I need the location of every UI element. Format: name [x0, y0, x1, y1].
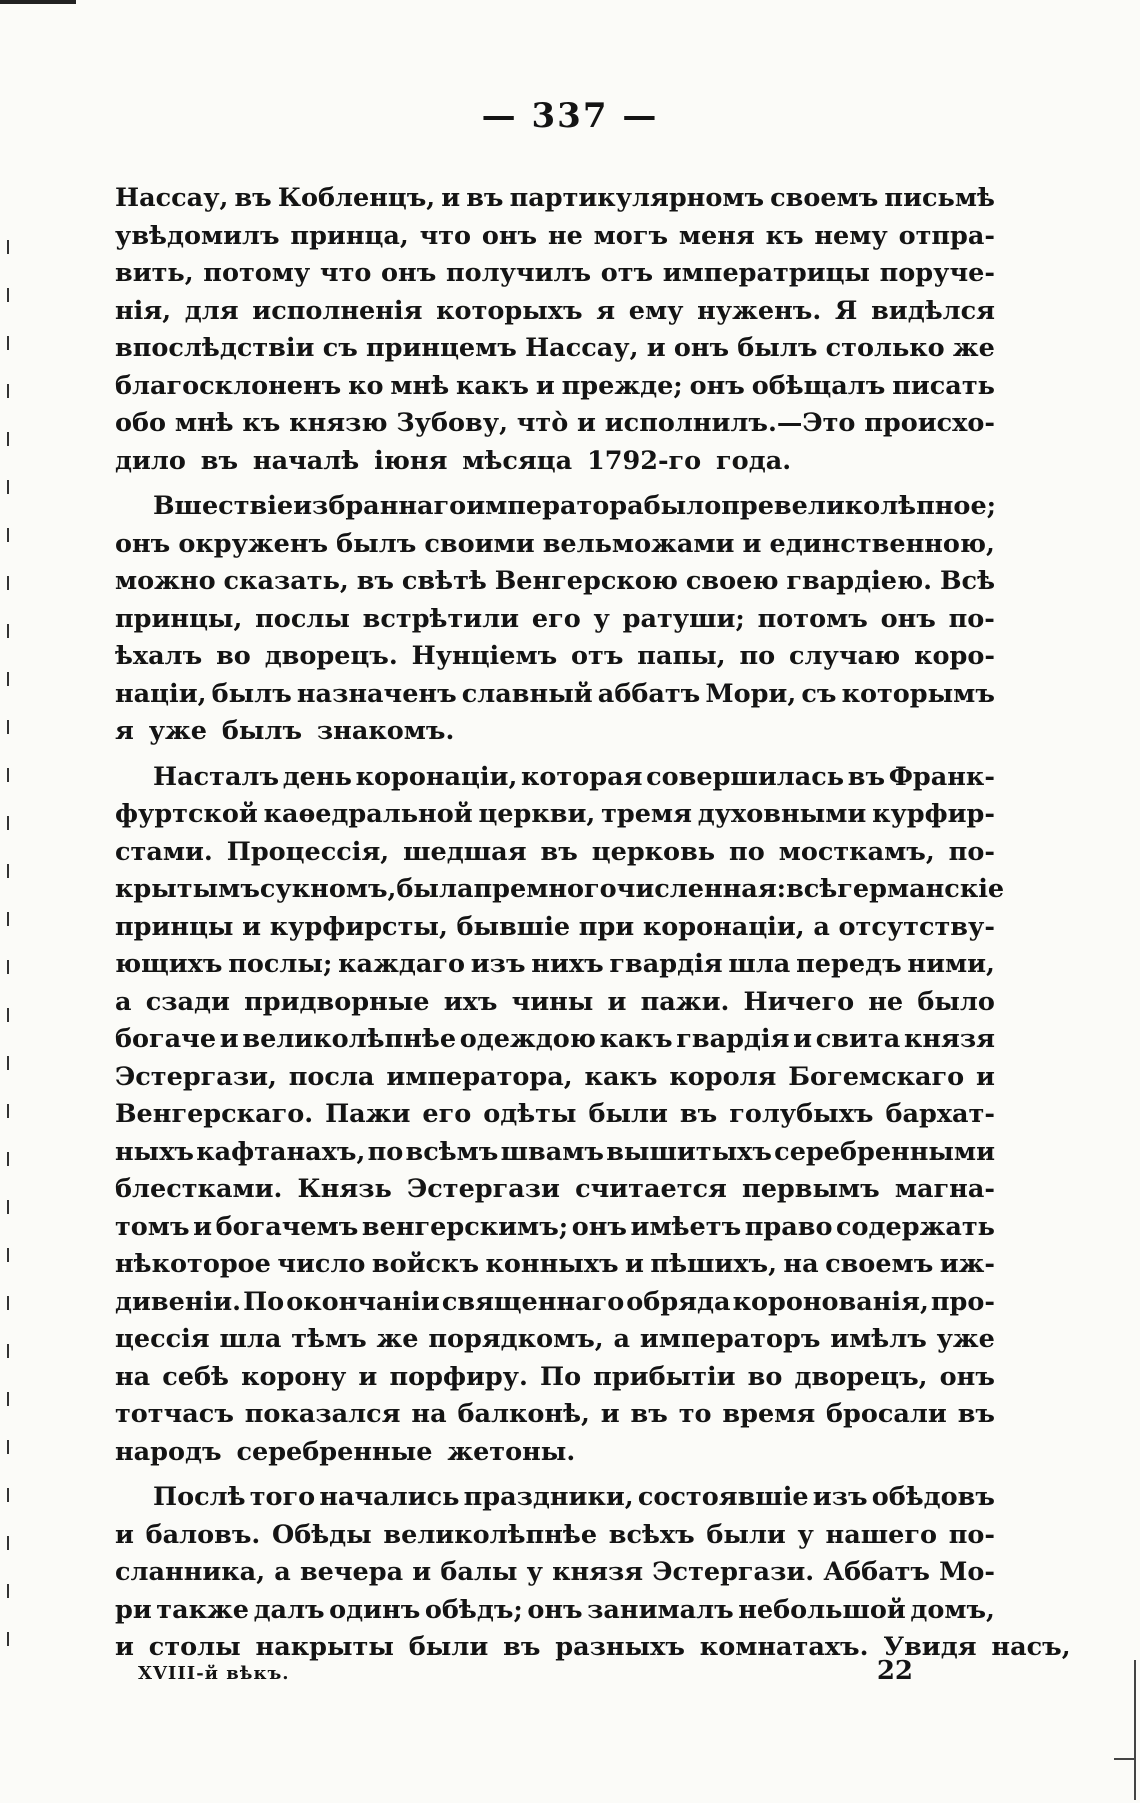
margin-tick	[7, 336, 9, 350]
margin-tick	[7, 1392, 9, 1406]
text-line: можно сказать, въ свѣтѣ Венгерскою своею гвардіею. Всѣ	[115, 566, 995, 596]
margin-tick	[7, 384, 9, 398]
margin-tick	[7, 624, 9, 638]
text-line: и баловъ. Обѣды великолѣпнѣе всѣхъ были у нашего по-	[115, 1519, 995, 1550]
text-line: Венгерскаго. Пажи его одѣты были въ голубыхъ бархат-	[115, 1099, 995, 1129]
text-line: и столы накрыты были въ разныхъ комнатахъ. Увидя насъ,	[115, 1632, 1071, 1662]
text-line: Нассау, въ Кобленцъ, и въ партикулярномъ своемъ письмѣ	[115, 183, 995, 213]
text-line: томъ и богачемъ венгерскимъ; онъ имѣетъ право содержать	[115, 1211, 995, 1242]
margin-tick	[7, 720, 9, 734]
margin-tick	[7, 576, 9, 590]
text-line: обо мнѣ къ князю Зубову, что̀ и исполнилъ.—Это происхо-	[115, 408, 995, 438]
page-number: — 337 —	[481, 96, 659, 136]
text-line: на себѣ корону и порфиру. По прибытіи во дворецъ, онъ	[115, 1361, 995, 1392]
text-line: стами. Процессія, шедшая въ церковь по мосткамъ, по-	[115, 836, 995, 867]
margin-tick	[7, 1248, 9, 1262]
text-line: богаче и великолѣпнѣе одеждою какъ гвардія и свита князя	[115, 1024, 995, 1054]
text-line: Насталъ день коронаціи, которая совершилась въ Франк-	[153, 761, 995, 792]
margin-tick	[7, 1632, 9, 1646]
text-line: Эстергази, посла императора, какъ короля Богемскаго и	[115, 1061, 995, 1092]
margin-tick	[7, 1152, 9, 1166]
footer-signature: XVIII-й вѣкъ.	[138, 1663, 290, 1684]
text-line: ныхъ кафтанахъ, по всѣмъ швамъ вышитыхъ серебренными	[115, 1136, 995, 1167]
text-line: я уже былъ знакомъ.	[115, 716, 455, 746]
text-line: нія, для исполненія которыхъ я ему нуженъ. Я видѣлся	[115, 295, 995, 326]
text-line: а сзади придворные ихъ чины и пажи. Ничего не было	[115, 986, 995, 1017]
page-footer	[138, 1656, 913, 1686]
text-line: тотчасъ показался на балконѣ, и въ то время бросали въ	[115, 1399, 995, 1429]
margin-tick	[7, 960, 9, 974]
margin-tick	[7, 1536, 9, 1550]
text-line: впослѣдствіи съ принцемъ Нассау, и онъ былъ столько же	[115, 333, 995, 363]
paragraph	[115, 180, 995, 480]
paragraph	[115, 488, 995, 751]
paragraph	[115, 1479, 1071, 1667]
text-line: ѣхалъ во дворецъ. Нунціемъ отъ папы, по случаю коро-	[115, 641, 995, 671]
paragraph-gap	[115, 1471, 995, 1479]
text-line: крытымъ сукномъ, была премногочисленная: всѣ германскіе	[115, 874, 1005, 904]
margin-tick	[7, 432, 9, 446]
paragraph-gap	[115, 751, 995, 759]
text-line: дило въ началѣ іюня мѣсяца 1792-го года.	[115, 445, 792, 476]
margin-marks	[4, 240, 12, 1680]
margin-tick	[7, 768, 9, 782]
text-line: сланника, а вечера и балы у князя Эстергази. Аббатъ Мо-	[115, 1557, 995, 1587]
margin-tick	[7, 1488, 9, 1502]
text-line: вить, потому что онъ получилъ отъ императрицы поруче-	[115, 258, 995, 288]
margin-tick	[7, 912, 9, 926]
text-line: ющихъ послы; каждаго изъ нихъ гвардія шла передъ ними,	[115, 949, 995, 979]
margin-tick	[7, 240, 9, 254]
text-line: народъ серебренные жетоны.	[115, 1436, 576, 1467]
footer-sheet-number: 22	[876, 1656, 913, 1686]
text-line: увѣдомилъ принца, что онъ не могъ меня къ нему отпра-	[115, 220, 995, 251]
text-line: фуртской каѳедральной церкви, тремя духовными курфир-	[115, 799, 995, 829]
paragraph	[115, 759, 1005, 1472]
top-rule	[0, 0, 76, 4]
margin-tick	[7, 288, 9, 302]
margin-tick	[7, 864, 9, 878]
margin-tick	[7, 528, 9, 542]
margin-tick	[7, 1008, 9, 1022]
margin-tick	[7, 1344, 9, 1358]
text-line: принцы, послы встрѣтили его у ратуши; потомъ онъ по-	[115, 603, 995, 634]
margin-tick	[7, 1056, 9, 1070]
margin-tick	[7, 1584, 9, 1598]
text-line: онъ окруженъ былъ своими вельможами и единственною,	[115, 528, 995, 559]
margin-tick	[7, 1200, 9, 1214]
margin-tick	[7, 816, 9, 830]
text-line: дивеніи. По окончаніи священнаго обряда коронованія, про-	[115, 1286, 995, 1317]
scan-edge	[1134, 1660, 1136, 1800]
text-line: націи, былъ назначенъ славный аббатъ Мори, съ которымъ	[115, 678, 995, 709]
text-line: благосклоненъ ко мнѣ какъ и прежде; онъ обѣщалъ писать	[115, 370, 995, 401]
margin-tick	[7, 672, 9, 686]
margin-tick	[7, 1104, 9, 1118]
margin-tick	[7, 1296, 9, 1310]
text-line: Вшествіе избраннаго императора было превеликолѣпное;	[153, 491, 997, 521]
text-line: ри также далъ одинъ обѣдъ; онъ занималъ небольшой домъ,	[115, 1594, 995, 1625]
text-line: нѣкоторое число войскъ конныхъ и пѣшихъ, на своемъ иж-	[115, 1249, 995, 1279]
margin-tick	[7, 480, 9, 494]
text-line: Послѣ того начались праздники, состоявшіе изъ обѣдовъ	[153, 1482, 995, 1512]
body-text	[115, 180, 1071, 1667]
text-line: цессія шла тѣмъ же порядкомъ, а императоръ имѣлъ уже	[115, 1324, 995, 1354]
margin-tick	[7, 1440, 9, 1454]
text-line: блестками. Князь Эстергази считается первымъ магна-	[115, 1174, 995, 1204]
paragraph-gap	[115, 480, 995, 488]
scan-edge	[1114, 1758, 1136, 1760]
text-line: принцы и курфирсты, бывшіе при коронаціи, а отсутству-	[115, 911, 995, 942]
